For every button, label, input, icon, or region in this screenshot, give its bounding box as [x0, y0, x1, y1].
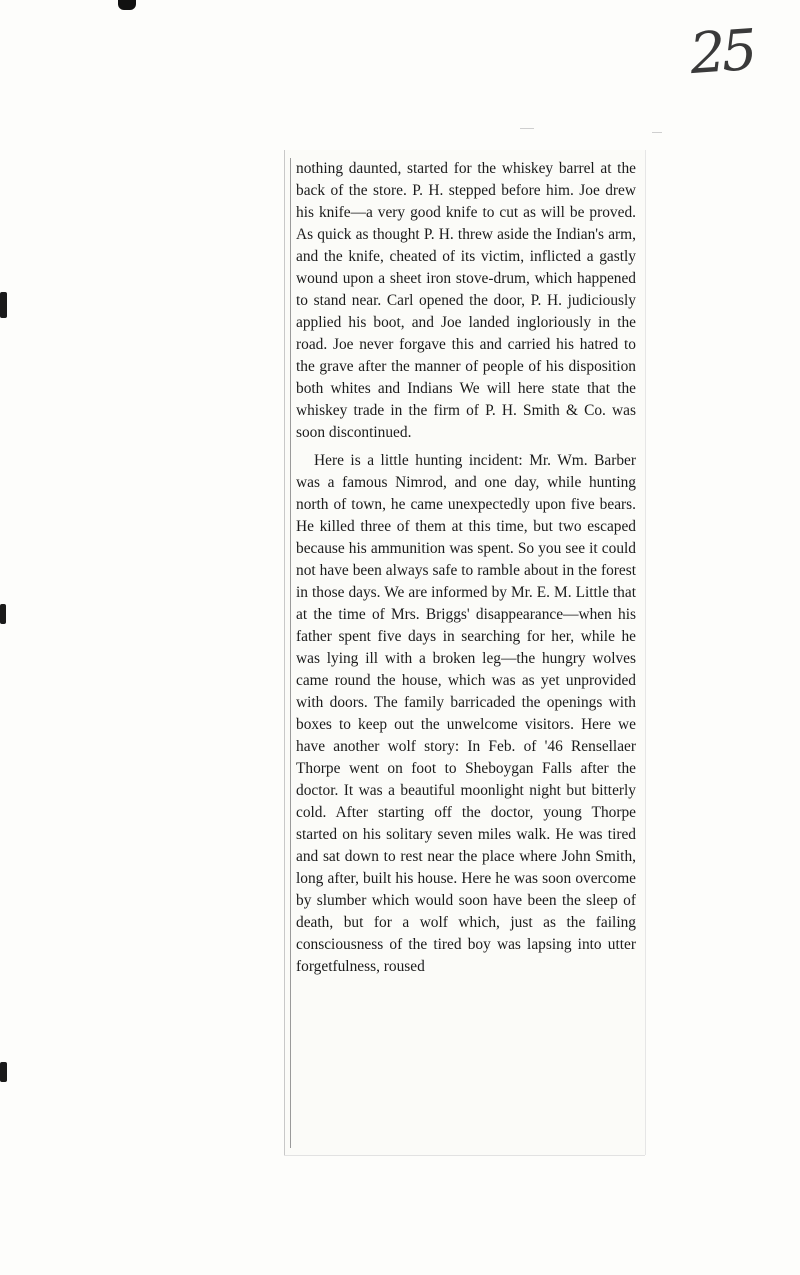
- scan-speck: [652, 132, 662, 133]
- article-paragraph-2: Here is a little hunting incident: Mr. Wm. Barber was a famous Nimrod, and one day, while hunting north of town, he came unexpectedly upon five bears. He killed three of them at this time, but two escaped because his ammunition was spent. So you see it could not have been always safe to ramble about in the forest in those days. We are informed by Mr. E. M. Little that at the time of Mrs. Briggs' disappearance—when his father spent five days in searching for her, while he was lying ill with a broken leg—the hungry wolves came round the house, which was as yet unprovided with doors. The family barricaded the openings with boxes to keep out the unwelcome visitors. Here we have another wolf story: In Feb. of '46 Rensellaer Thorpe went on foot to Sheboygan Falls after the doctor. It was a beautiful moonlight night but bitterly cold. After starting off the doctor, young Thorpe started on his solitary seven miles walk. He was tired and sat down to rest near the place where John Smith, long after, built his house. Here he was soon overcome by slumber which would soon have been the sleep of death, but for a wolf which, just as the failing consciousness of the tired boy was lapsing into utter forgetfulness, roused: [296, 452, 636, 975]
- handwritten-page-number: 25: [687, 17, 756, 88]
- scan-edge-mark-bottom: [0, 1062, 7, 1082]
- article-text: [296, 158, 636, 978]
- scan-corner-mark: [118, 0, 136, 10]
- scan-edge-mark-top: [0, 292, 7, 318]
- column-rule: [290, 158, 291, 1148]
- scan-edge-mark-middle: [0, 604, 6, 624]
- scan-speck: [520, 128, 534, 129]
- article-paragraph-1: nothing daunted, started for the whiskey barrel at the back of the store. P. H. stepped before him. Joe drew his knife—a very good knife to cut as will be proved. As quick as thought P. H. threw aside the Indian's arm, and the knife, cheated of its victim, inflicted a gastly wound upon a sheet iron stove-drum, which happened to stand near. Carl opened the door, P. H. judiciously applied his boot, and Joe landed ingloriously in the road. Joe never forgave this and carried his hatred to the grave after the manner of people of his disposition both whites and Indians We will here state that the whiskey trade in the firm of P. H. Smith & Co. was soon discontinued.: [296, 160, 636, 441]
